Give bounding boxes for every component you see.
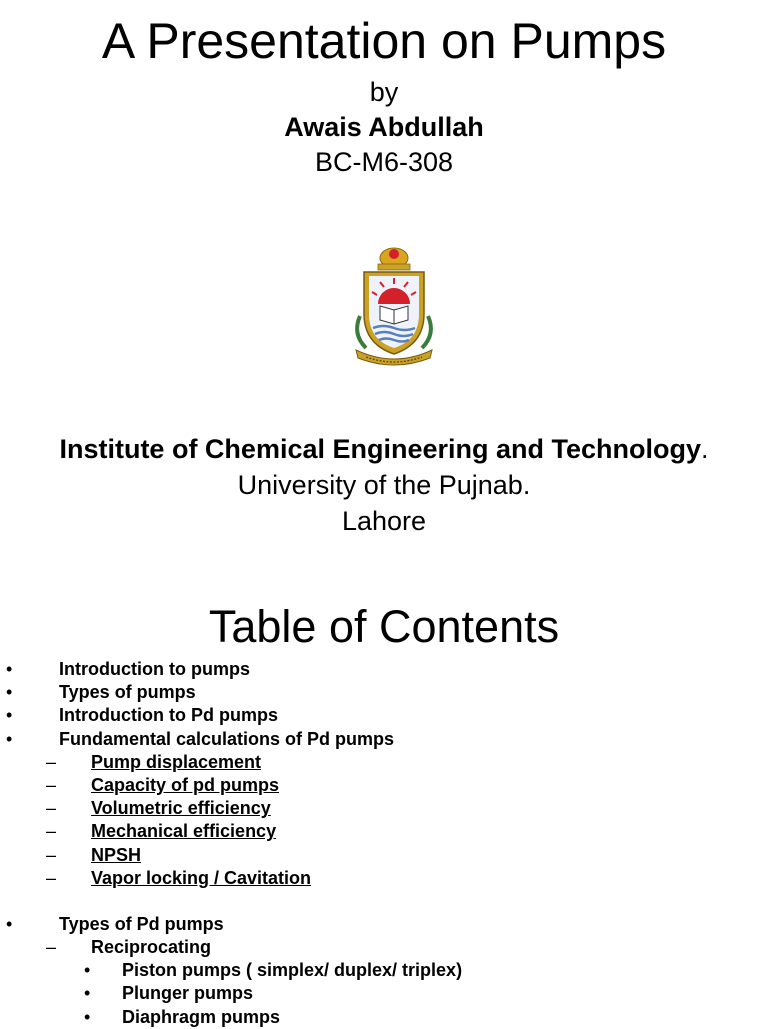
toc-spacer [0,890,768,913]
toc-title: Table of Contents [208,601,560,652]
bullet-icon: • [6,705,13,726]
institute-label: Institute of Chemical Engineering and Technology [59,434,702,464]
dash-icon: – [46,774,57,795]
toc-link-pump-displacement[interactable]: Pump displacement [91,751,262,772]
toc-item [0,913,768,936]
bullet-icon: • [84,960,91,981]
toc-item [0,658,768,681]
toc-link-capacity[interactable]: Capacity of pd pumps [91,774,280,795]
dash-icon: – [46,751,57,772]
toc-item-label: Types of pumps [59,682,196,703]
roll-number: BC-M6-308 [314,147,454,177]
toc-subitem[interactable] [0,774,768,797]
toc-subitem[interactable] [0,867,768,890]
dash-icon: – [46,867,57,888]
bullet-icon: • [6,913,13,934]
toc-subsubitem [0,982,768,1005]
institute-period: . [701,434,709,464]
toc-link-mechanical-efficiency[interactable]: Mechanical efficiency [91,821,277,842]
toc-subsubitem-label: Diaphragm pumps [122,1006,281,1027]
university-name: University of the Pujnab. [237,470,531,500]
bullet-icon: • [6,682,13,703]
toc-item-label: Fundamental calculations of Pd pumps [59,728,395,749]
toc-item [0,681,768,704]
presentation-title: A Presentation on Pumps [101,13,667,69]
by-label: by [369,77,399,107]
toc-subitem [0,936,768,959]
institute-name [0,432,768,466]
toc-item-label: Introduction to Pd pumps [59,705,278,726]
university-crest-icon [346,244,442,368]
toc-subitem-label: Reciprocating [91,937,212,958]
bullet-icon: • [6,659,13,679]
toc-subsubitem-label: Piston pumps ( simplex/ duplex/ triplex) [122,960,463,981]
toc-subitem[interactable] [0,844,768,867]
bullet-icon: • [84,983,91,1004]
toc-subsubitem [0,1006,768,1029]
author-name: Awais Abdullah [284,112,484,142]
toc-link-vapor-locking[interactable]: Vapor locking / Cavitation [91,867,312,888]
toc-subitem[interactable] [0,751,768,774]
dash-icon: – [46,821,57,842]
toc-item [0,728,768,751]
toc-item-label: Types of Pd pumps [59,913,224,934]
toc-item [0,704,768,727]
dash-icon: – [46,844,57,865]
toc-link-volumetric-efficiency[interactable]: Volumetric efficiency [91,798,271,819]
bullet-icon: • [6,728,13,749]
toc-item-label: Introduction to pumps [59,659,250,679]
table-of-contents [0,658,768,1029]
bullet-icon: • [84,1006,91,1027]
dash-icon: – [46,937,57,958]
city-name: Lahore [341,506,427,536]
toc-subitem[interactable] [0,820,768,843]
toc-subsubitem [0,959,768,982]
toc-subsubitem-label: Plunger pumps [122,983,254,1004]
toc-link-npsh[interactable]: NPSH [91,844,142,865]
dash-icon: – [46,798,57,819]
toc-subitem[interactable] [0,797,768,820]
